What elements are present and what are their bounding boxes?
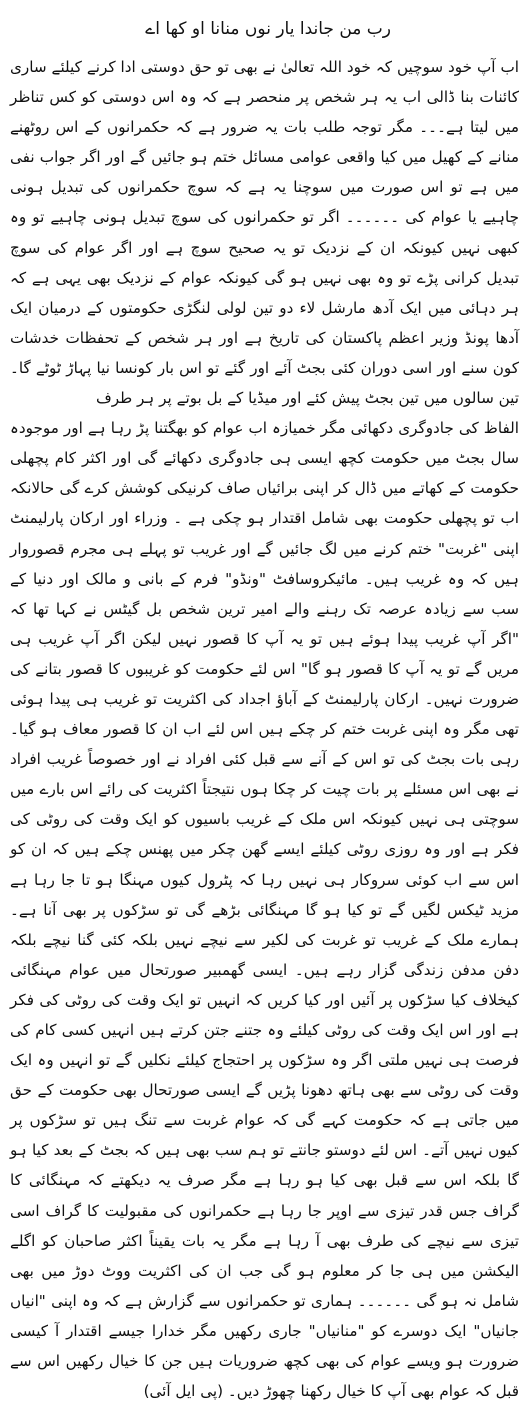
article-paragraph-1: اب آپ خود سوچیں کہ خود اللہ تعالیٰ نے بھی تو حق دوستی ادا کرنے کیلئے ساری کائنات بنا ڈالی اب یہ ہر شخص پر منحصر ہے کہ وہ اس دوستی کو کس تناظر میں لیتا ہے۔۔۔ مگر توجہ طلب بات یہ ضرور ہے کہ حکمرانوں کے اس روٹھنے منانے کے کھیل میں کیا واقعی عوامی مسائل ختم ہو جائیں گے اور اگر جواب نفی میں ہے تو اس صورت میں سوچنا یہ ہے کہ سوچ حکمرانوں کی تبدیل ہونی چاہیے یا عوام کی ۔۔۔۔۔۔ اگر تو حکمرانوں کی سوچ تبدیل ہونی چاہیے تو وہ کبھی نہیں کیونکہ ان کے نزدیک تو یہ صحیح سوچ ہے اور اگر عوام کی سوچ تبدیل کرانی پڑے تو وہ بھی نہیں ہو گی کیونکہ عوام کے نزدیک بھی یہی ہے کہ ہر دہائی میں ایک آدھ مارشل لاء دو تین لولی لنگڑی حکومتوں کے درمیان ایک آدھا پونڈ وزیر اعظم پاکستان کی تاریخ ہے اور ہر شخص کے تحفظات خدشات کون سنے اور اسی دوران کئی بجٹ آئے اور گئے تو اس بار کونسا نیا پہاڑ ٹوٹے گا۔ تین سالوں میں تین بجٹ پیش کئے اور میڈیا کے بل بوتے پر ہر طرف (10, 58, 519, 408)
article-paragraph-2: الفاظ کی جادوگری دکھائی مگر خمیازہ اب عوام کو بھگتنا پڑ رہا ہے اور موجودہ سال بجٹ میں حکومت کچھ ایسی ہی جادوگری دکھائے گی اور اکثر کام پچھلی حکومت کے کھاتے میں ڈال کر اپنی برائیاں صاف کرنیکی کوشش کرے گی حالانکہ اب تو پچھلی حکومت بھی شامل اقتدار ہو چکی ہے ۔ وزراء اور ارکان پارلیمنٹ اپنی "غربت" ختم کرنے میں لگ جائیں گے اور غریب تو پہلے ہی مجرم قصوروار ہیں کہ وہ غریب ہیں۔ مائیکروسافٹ "ونڈو" فرم کے بانی و مالک اور دنیا کے سب سے زیادہ عرصہ تک رہنے والے امیر ترین شخص بل گیٹس نے کہا تھا کہ "اگر آپ غریب پیدا ہوئے ہیں تو یہ آپ کا قصور نہیں لیکن اگر آپ غریب ہی مریں گے تو یہ آپ کا قصور ہو گا" اس لئے حکومت کو غریبوں کا قصور بتانے کی ضرورت نہیں۔ ارکان پارلیمنٹ کے آباؤ اجداد کی اکثریت تو غریب ہی پیدا ہوئی تھی مگر وہ اپنی غربت ختم کر چکے ہیں اس لئے اب ان کا قصور معاف ہو گیا۔ رہی بات بجٹ کی تو اس کے آنے سے قبل کئی افراد نے اور خصوصاً غریب افراد نے بھی اس مسئلے پر بات چیت کر چکا ہوں نتیجتاً اکثریت کی رائے اس بارے میں سوچتی ہی نہیں کیونکہ اس ملک کے غریب باسیوں کو ایک وقت کی روٹی کی فکر ہے اور وہ روزی روٹی کیلئے ایسے گھن چکر میں پھنس چکے ہیں کہ ان کو اس سے اب کوئی سروکار ہی نہیں رہا کہ پٹرول کیوں مہنگا ہو تا جا رہا ہے مزید ٹیکس لگیں گے تو کیا ہو گا مہنگائی بڑھے گی تو سڑکوں پر بھی آنا ہے۔ ہمارے ملک کے غریب تو غربت کی لکیر سے نیچے نہیں بلکہ کئی گنا نیچے بلکہ دفن مدفن زندگی گزار رہے ہیں۔ ایسی گھمبیر صورتحال میں عوام مہنگائی کیخلاف کیا سڑکوں پر آئیں اور کیا کریں کہ انہیں تو ایک وقت کی روٹی کی فکر ہے اور اس ایک وقت کی روٹی کیلئے وہ جتنے جتن کرتے ہیں انہیں کسی کام کی فرصت ہی نہیں ملتی اگر وہ سڑکوں پر احتجاج کیلئے نکلیں گے تو انہیں وہ ایک وقت کی روٹی سے بھی ہاتھ دھونا پڑیں گے ایسی صورتحال بھی حکومت کے حق میں جاتی ہے کہ حکومت کہے گی کہ عوام غربت سے تنگ ہیں تو سڑکوں پر کیوں نہیں آتے۔ اس لئے دوستو جانتے تو ہم سب بھی ہیں کہ بجٹ کے بعد کیا ہو گا بلکہ اس سے قبل بھی کیا ہو رہا ہے مگر صرف یہ دیکھتے کہ مہنگائی کا گراف جس قدر تیزی سے اوپر جا رہا ہے حکمرانوں کی مقبولیت کا گراف اسی تیزی سے نیچے کی طرف بھی آ رہا ہے مگر یہ بات یقیناً اکثر صاحبان کو اگلے الیکشن میں ہی جا کر معلوم ہو گی جب ان کی اکثریت ووٹ دوڑ میں بھی شامل نہ ہو گی ۔۔۔۔۔۔ ہماری تو حکمرانوں سے گزارش ہے کہ وہ اپنی "انیاں جانیاں" ایک دوسرے کو "منانیاں" جاری رکھیں مگر خدارا جیسے اقتدار آ کیسی ضرورت ہو ویسے عوام کی بھی کچھ ضروریات ہیں جن کا خیال رکھیں اس سے قبل کہ عوام بھی آپ کا خیال رکھنا چھوڑ دیں۔ (پی ایل آئی) (10, 419, 519, 1401)
article-title: رب من جاندا یار نوں منانا او کھا اے (145, 19, 391, 39)
